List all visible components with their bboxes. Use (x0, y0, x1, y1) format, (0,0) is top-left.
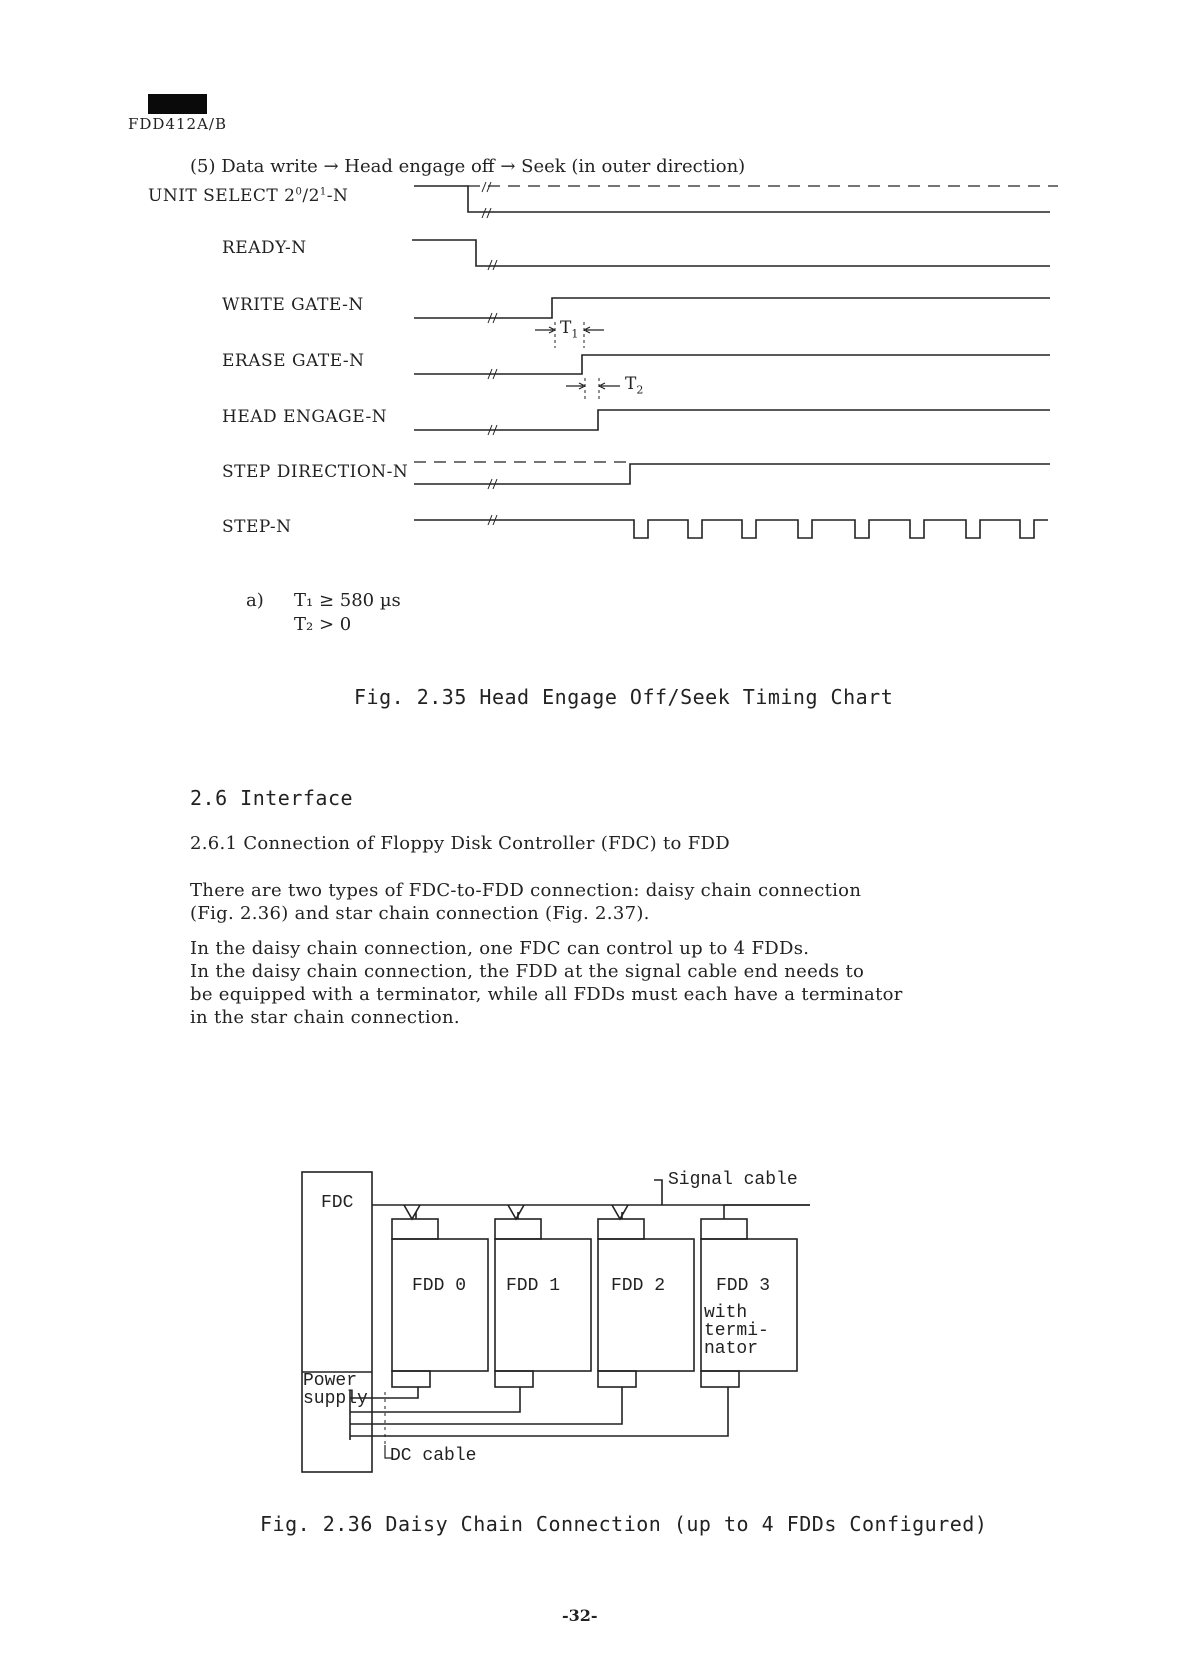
t2-label: $T_2$ (625, 374, 644, 397)
paragraph-2-line-2: In the daisy chain connection, the FDD at the signal cable end needs to (190, 961, 865, 982)
fdd-1-label: FDD 1 (506, 1276, 561, 1296)
model-number: FDD412A/B (128, 115, 227, 133)
dc-cable-label: DC cable (390, 1446, 477, 1466)
signal-label-write-gate: WRITE GATE-N (222, 295, 364, 315)
fdd-0-label: FDD 0 (412, 1276, 467, 1296)
page-number: -32- (562, 1606, 598, 1625)
figure-caption-2-36: Fig. 2.36 Daisy Chain Connection (up to 4 FDDs Configured) (260, 1512, 988, 1536)
paragraph-1-line-2: (Fig. 2.36) and star chain connection (Fig. 2.37). (190, 903, 650, 924)
power-supply-label: Power supply (303, 1371, 368, 1409)
t1-label: $T_1$ (560, 318, 579, 341)
note-t1: T₁ ≥ 580 µs (294, 590, 401, 611)
fdd-2-box (598, 1239, 694, 1371)
paragraph-2-line-1: In the daisy chain connection, one FDC can control up to 4 FDDs. (190, 938, 810, 959)
signal-label-step-direction: STEP DIRECTION-N (222, 462, 409, 482)
section-heading: 2.6 Interface (190, 786, 354, 810)
subsection-heading: 2.6.1 Connection of Floppy Disk Controller (FDC) to FDD (190, 833, 730, 854)
fdd-2-label: FDD 2 (611, 1276, 666, 1296)
signal-label-unit-select: UNIT SELECT $2^0/2^1-N$ (148, 186, 349, 206)
fdc-label: FDC (321, 1193, 354, 1213)
paragraph-2-line-4: in the star chain connection. (190, 1007, 460, 1028)
terminator-label: with termi- nator (704, 1303, 769, 1359)
fdd-3-label: FDD 3 (716, 1276, 771, 1296)
fdc-box (302, 1172, 372, 1472)
note-t2: T₂ > 0 (294, 614, 352, 635)
notes-marker: a) (246, 590, 264, 611)
signal-label-ready: READY-N (222, 238, 307, 258)
fdd-0-box (392, 1239, 488, 1371)
fdd-1-box (495, 1239, 591, 1371)
figure-caption-2-35: Fig. 2.35 Head Engage Off/Seek Timing Chart (354, 685, 894, 709)
paragraph-2-line-3: be equipped with a terminator, while all FDDs must each have a terminator (190, 984, 903, 1005)
signal-cable-label: Signal cable (668, 1170, 798, 1190)
paragraph-1-line-1: There are two types of FDC-to-FDD connection: daisy chain connection (190, 880, 862, 901)
signal-label-step: STEP-N (222, 517, 292, 537)
signal-label-head-engage: HEAD ENGAGE-N (222, 407, 388, 427)
section-title: (5) Data write → Head engage off → Seek (in outer direction) (190, 156, 746, 177)
signal-label-erase-gate: ERASE GATE-N (222, 351, 365, 371)
